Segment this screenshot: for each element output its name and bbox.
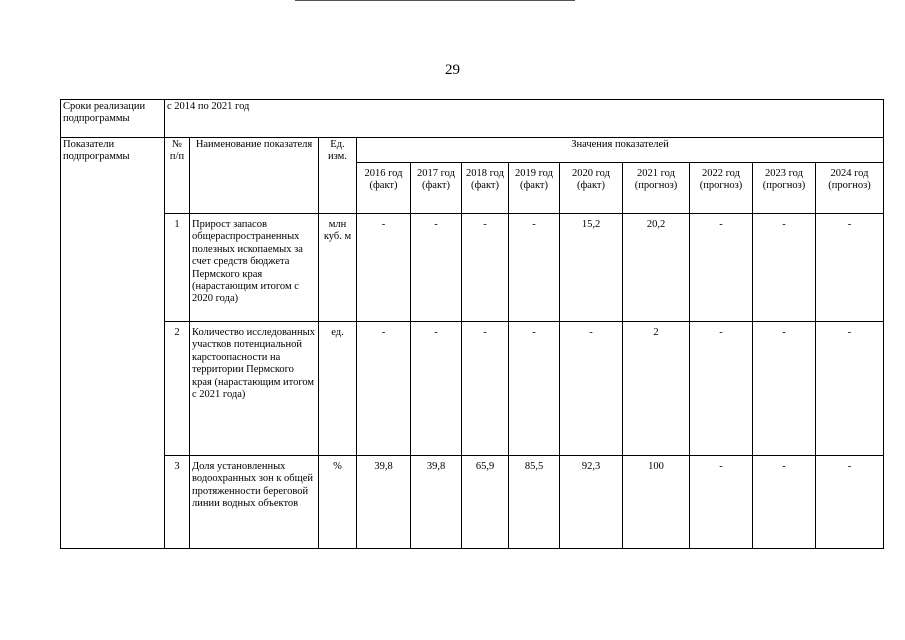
row-value: - (381, 327, 386, 338)
row-num: 2 (174, 327, 180, 338)
header-year: 2022 год (прогноз) (699, 168, 743, 192)
row-value: 100 (648, 461, 664, 472)
row-unit: ед. (331, 327, 344, 338)
column-border (318, 137, 319, 549)
row-value: 85,5 (524, 461, 544, 472)
row-value: - (847, 219, 852, 230)
row-unit: млн куб. м (323, 219, 352, 243)
indicators-label: Показатели подпрограммы (63, 139, 130, 163)
year-column-border (622, 162, 623, 549)
row-border (164, 321, 884, 322)
row-value: 65,9 (475, 461, 495, 472)
header-year: 2024 год (прогноз) (828, 168, 871, 192)
header-year: 2019 год (факт) (515, 168, 553, 192)
row-value: 2 (653, 327, 659, 338)
row-name: Количество исследованных участков потенциальной карстоопасности на территории Пермского края (нарастающим итогом с 2021 года) (192, 327, 315, 401)
row-unit: % (333, 461, 342, 472)
row-value: - (483, 327, 487, 338)
row-value: - (719, 219, 723, 230)
header-name: Наименование показателя (195, 139, 313, 150)
header-year: 2020 год (факт) (572, 168, 610, 192)
page-number: 29 (445, 62, 460, 78)
values-title-border (356, 162, 884, 163)
row-name: Доля установленных водоохранных зон к общей протяженности береговой линии водных объектов (192, 461, 314, 510)
header-year: 2016 год (факт) (364, 168, 403, 192)
table-border-bottom (60, 548, 884, 549)
row-value: - (434, 327, 438, 338)
row-value: - (719, 327, 723, 338)
header-year: 2017 год (факт) (417, 168, 455, 192)
table-border-left (60, 99, 61, 549)
row-name: Прирост запасов общераспространенных полезных ископаемых за счет средств бюджета Пермского края (нарастающим итогом с 2020 года) (192, 219, 303, 305)
row-value: 92,3 (581, 461, 601, 472)
year-column-border (461, 162, 462, 549)
row-value: - (847, 327, 852, 338)
header-year: 2018 год (факт) (466, 168, 504, 192)
year-column-border (815, 162, 816, 549)
table-border-right (883, 99, 884, 549)
row-value: - (434, 219, 438, 230)
row-num: 3 (174, 461, 180, 472)
period-row-border (60, 137, 884, 138)
row-value: 39,8 (426, 461, 446, 472)
column-border (189, 137, 190, 549)
row-value: - (782, 219, 786, 230)
row-value: - (532, 219, 536, 230)
row-value: 15,2 (581, 219, 601, 230)
year-column-border (689, 162, 690, 549)
row-value: - (589, 327, 593, 338)
table-border-top (60, 99, 884, 100)
header-year: 2023 год (прогноз) (762, 168, 806, 192)
row-value: - (782, 461, 786, 472)
header-unit: Ед. изм. (328, 139, 347, 163)
row-value: - (719, 461, 723, 472)
row-value: - (532, 327, 536, 338)
header-bottom-border (164, 213, 884, 214)
period-value: с 2014 по 2021 год (167, 101, 250, 112)
label-column-border (164, 99, 165, 549)
row-value: - (782, 327, 786, 338)
row-num: 1 (174, 219, 180, 230)
header-num: № п/п (169, 139, 185, 163)
row-value: 39,8 (374, 461, 393, 472)
row-value: - (381, 219, 386, 230)
header-year: 2021 год (прогноз) (634, 168, 678, 192)
year-column-border (559, 162, 560, 549)
period-label: Сроки реализации подпрограммы (63, 101, 146, 125)
header-values-title: Значения показателей (571, 139, 669, 150)
row-value: - (483, 219, 487, 230)
row-border (164, 455, 884, 456)
year-column-border (508, 162, 509, 549)
year-column-border (410, 162, 411, 549)
top-rule (295, 0, 575, 1)
row-value: - (847, 461, 852, 472)
row-value: 20,2 (646, 219, 666, 230)
column-border (356, 137, 357, 549)
year-column-border (752, 162, 753, 549)
